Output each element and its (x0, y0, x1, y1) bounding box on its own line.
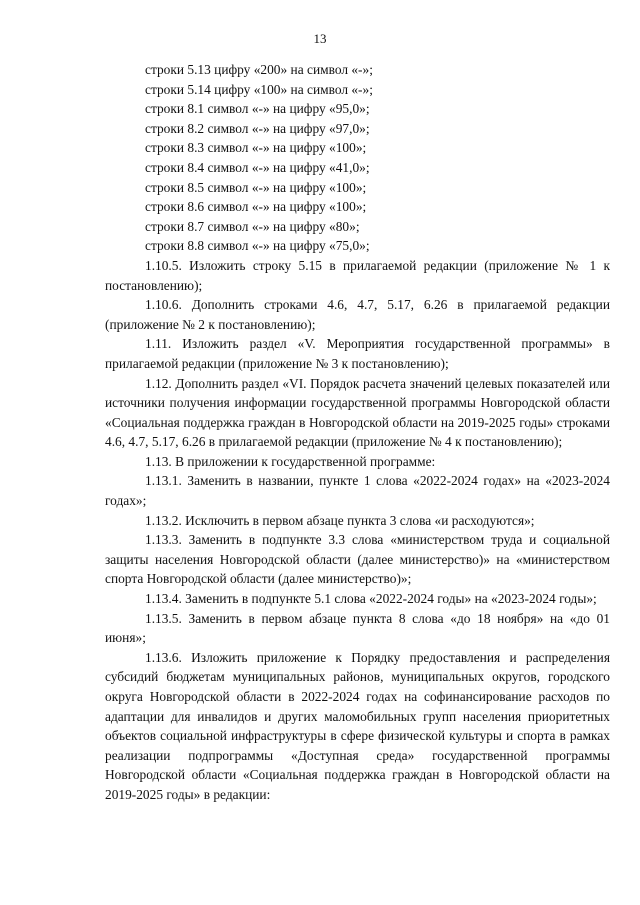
amendment-line: строки 8.8 символ «-» на цифру «75,0»; (145, 238, 370, 254)
paragraph-1-11: 1.11. Изложить раздел «V. Мероприятия государственной программы» в прилагаемой редакции (приложение № 3 к постановлению); (105, 336, 610, 371)
paragraph-1-10-6: 1.10.6. Дополнить строками 4.6, 4.7, 5.17, 6.26 в прилагаемой редакции (приложение № 2 к постановлению); (105, 297, 610, 332)
amendment-line: строки 8.2 символ «-» на цифру «97,0»; (145, 120, 370, 136)
paragraph-1-13-1: 1.13.1. Заменить в названии, пункте 1 слова «2022-2024 годах» на «2023-2024 годах»; (105, 473, 610, 509)
amendment-line: строки 8.5 символ «-» на цифру «100»; (145, 179, 367, 195)
amendment-line: строки 8.4 символ «-» на цифру «41,0»; (145, 159, 370, 175)
page-number: 13 (313, 31, 327, 46)
amendment-line: строки 8.6 символ «-» на цифру «100»; (145, 199, 367, 215)
paragraph-1-12: 1.12. Дополнить раздел «VI. Порядок расчета значений целевых показателей или источники получения информации государственной программы Новгородской области «Социальная поддержка граждан в Новгородской области на 2019-2025 годы» строками 4.6, 4.7, 5.17, 6.26 в прилагаемой редакции (приложение № 4 к постановлению); (105, 375, 610, 450)
paragraph-1-13-3: 1.13.3. Заменить в подпункте 3.3 слова «министерством труда и социальной защиты населения Новгородской области (далее министерство)» на «министерством спорта Новгородской области (далее министерство)»; (105, 532, 610, 587)
amendment-line: строки 5.13 цифру «200» на символ «-»; (145, 62, 373, 77)
amendment-line: строки 8.1 символ «-» на цифру «95,0»; (145, 101, 370, 117)
document-body (105, 60, 610, 805)
paragraph-1-13: 1.13. В приложении к государственной программе: (145, 453, 436, 469)
paragraph-1-13-2: 1.13.2. Исключить в первом абзаце пункта 3 слова «и расходуются»; (145, 512, 535, 528)
paragraph-1-13-5: 1.13.5. Заменить в первом абзаце пункта 8 слова «до 18 ноября» на «до 01 июня»; (105, 610, 610, 646)
amendment-line: строки 8.7 символ «-» на цифру «80»; (145, 218, 360, 234)
paragraph-1-13-6: 1.13.6. Изложить приложение к Порядку предоставления и распределения субсидий бюджетам муниципальных районов, муниципальных округов, городского округа Новгородской области в 2022-2024 годах на софинансирование расходов по адаптации для инвалидов и других маломобильных групп населения приоритетных объектов социальной инфраструктуры в сфере физической культуры и спорта в рамках реализации подпрограммы «Доступная среда» государственной программы Новгородской области «Социальная поддержка граждан в Новгородской области на 2019-2025 годы» в редакции: (105, 649, 610, 802)
amendment-line: строки 8.3 символ «-» на цифру «100»; (145, 140, 367, 156)
paragraph-1-10-5: 1.10.5. Изложить строку 5.15 в прилагаемой редакции (приложение № 1 к постановлению); (105, 257, 610, 293)
amendment-line: строки 5.14 цифру «100» на символ «-»; (145, 81, 373, 97)
paragraph-1-13-4: 1.13.4. Заменить в подпункте 5.1 слова «2022-2024 годы» на «2023-2024 годы»; (145, 591, 597, 607)
